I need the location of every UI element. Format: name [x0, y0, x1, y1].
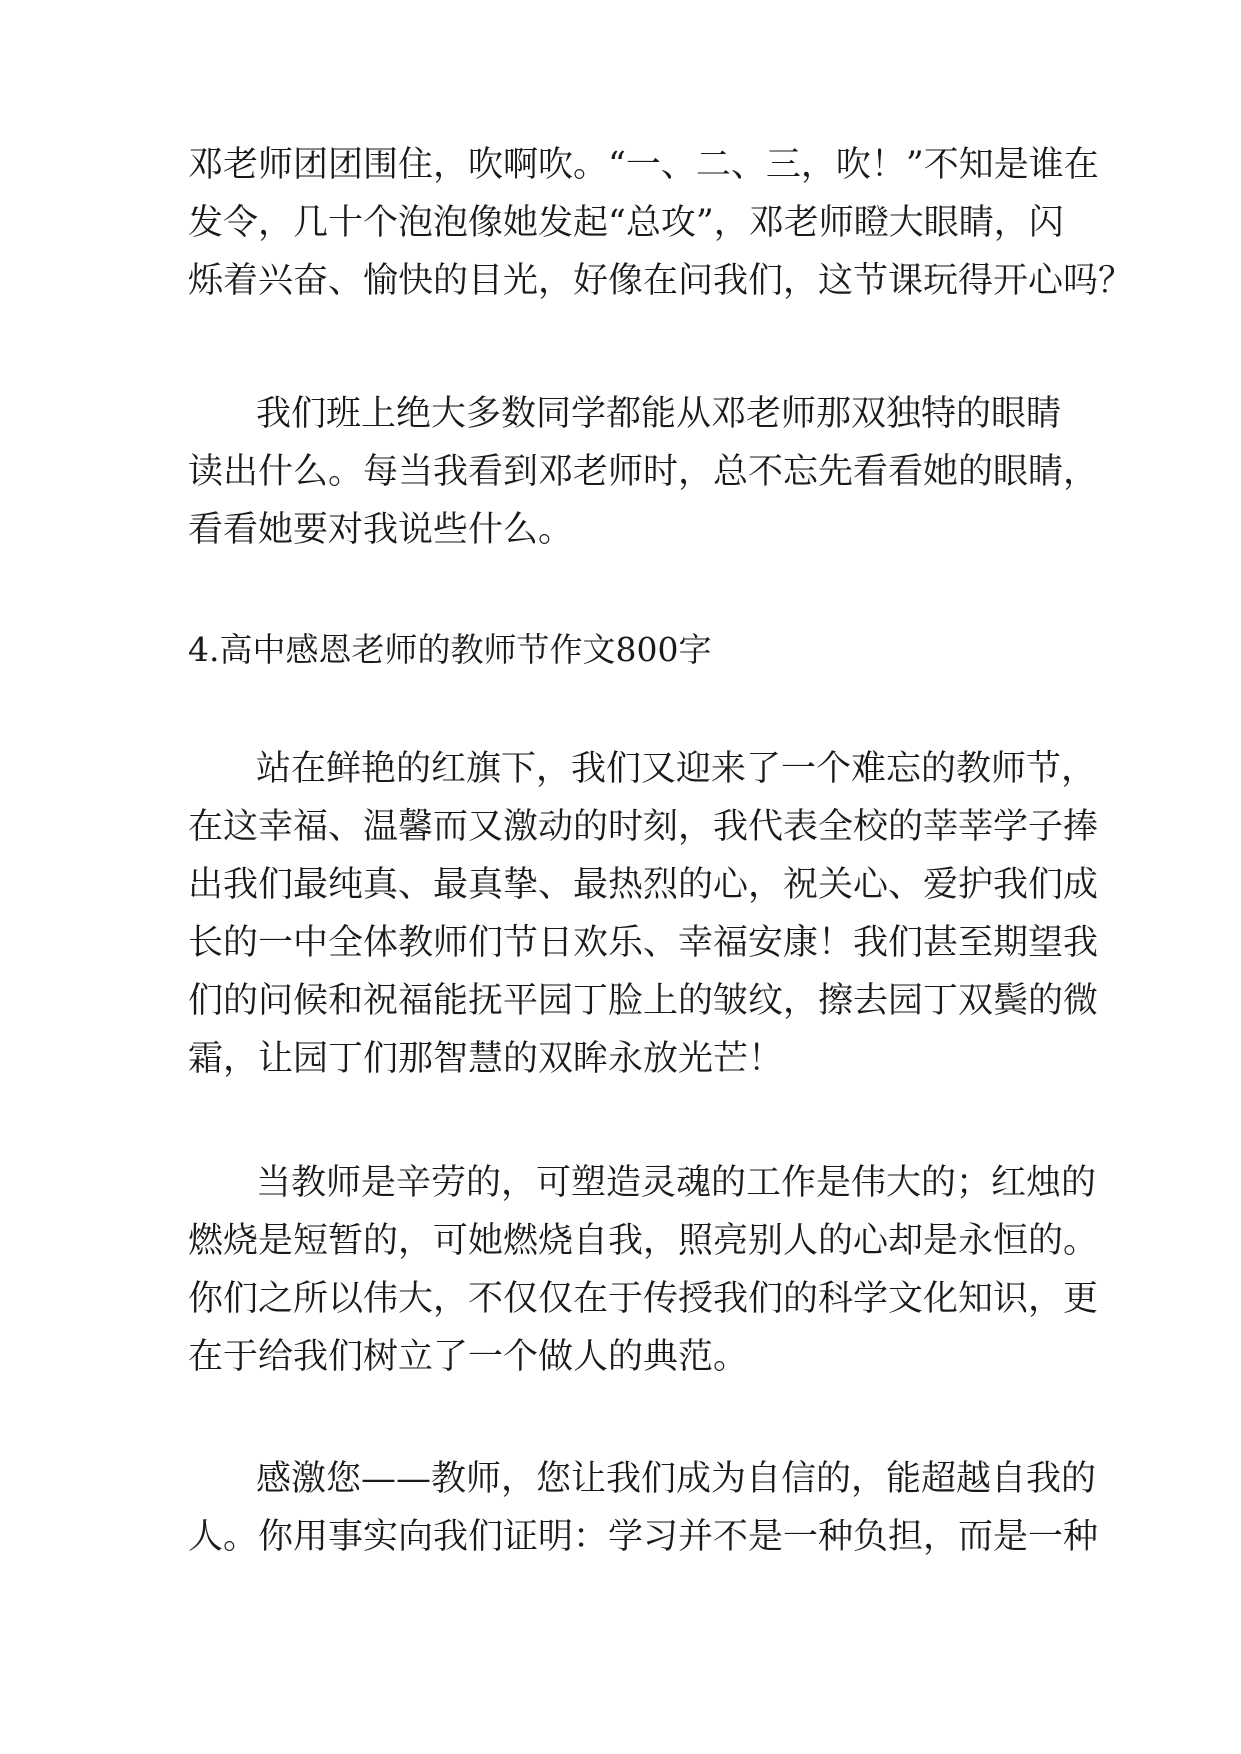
paragraph-line: 霜，让园丁们那智慧的双眸永放光芒！ — [188, 1039, 784, 1079]
paragraph-line: 读出什么。每当我看到邓老师时，总不忘先看看她的眼睛， — [188, 452, 1099, 492]
paragraph-line: 我们班上绝大多数同学都能从邓老师那双独特的眼睛 — [256, 394, 1062, 434]
paragraph-line: 当教师是辛劳的，可塑造灵魂的工作是伟大的；红烛的 — [256, 1163, 1097, 1203]
paragraph-line: 邓老师团团围住，吹啊吹。“一、二、三，吹！”不知是谁在 — [188, 145, 1099, 185]
paragraph-line: 看看她要对我说些什么。 — [188, 510, 574, 550]
paragraph-line: 在这幸福、温馨而又激动的时刻，我代表全校的莘莘学子捧 — [188, 807, 1099, 847]
paragraph-line: 烁着兴奋、愉快的目光，好像在问我们，这节课玩得开心吗？ — [188, 261, 1134, 301]
paragraph-line: 出我们最纯真、最真挚、最热烈的心，祝关心、爱护我们成 — [188, 865, 1099, 905]
paragraph-line: 站在鲜艳的红旗下，我们又迎来了一个难忘的教师节， — [256, 749, 1097, 789]
paragraph-line: 们的问候和祝福能抚平园丁脸上的皱纹，擦去园丁双鬓的微 — [188, 981, 1099, 1021]
paragraph-line: 长的一中全体教师们节日欢乐、幸福安康！我们甚至期望我 — [188, 923, 1099, 963]
paragraph-line: 你们之所以伟大，不仅仅在于传授我们的科学文化知识，更 — [188, 1279, 1099, 1319]
paragraph-line: 在于给我们树立了一个做人的典范。 — [188, 1337, 749, 1377]
paragraph-line: 发令，几十个泡泡像她发起“总攻”，邓老师瞪大眼睛，闪 — [188, 203, 1064, 243]
section-heading: 4.高中感恩老师的教师节作文800字 — [188, 630, 712, 669]
paragraph-line: 感激您——教师，您让我们成为自信的，能超越自我的 — [256, 1459, 1097, 1499]
paragraph-line: 人。你用事实向我们证明：学习并不是一种负担，而是一种 — [188, 1517, 1099, 1557]
paragraph-line: 燃烧是短暂的，可她燃烧自我，照亮别人的心却是永恒的。 — [188, 1221, 1099, 1261]
